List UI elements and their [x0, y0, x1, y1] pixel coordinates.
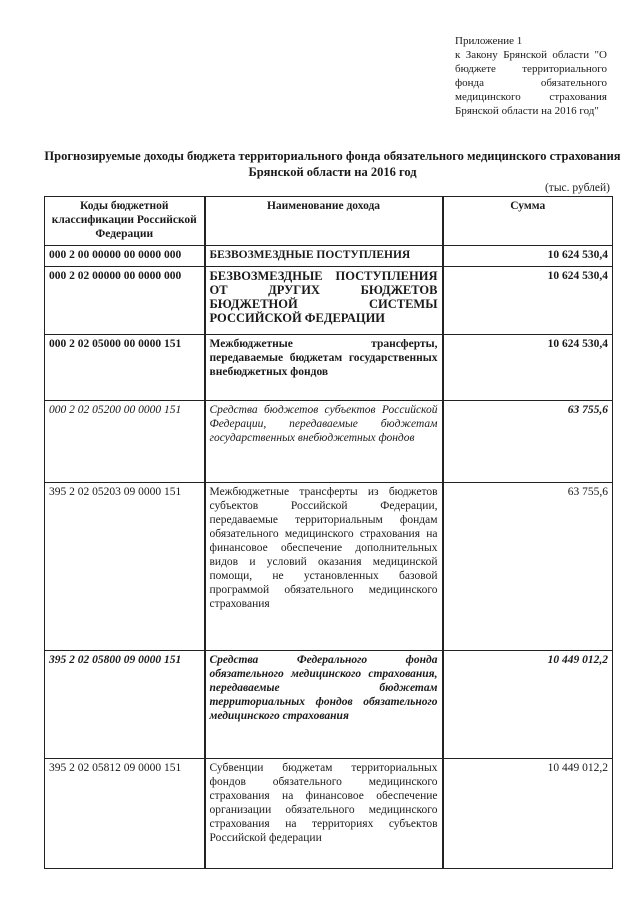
row-code: 395 2 02 05800 09 0000 151 [45, 651, 205, 759]
row-amount: 10 449 012,2 [443, 651, 613, 759]
revenue-table [44, 196, 613, 869]
table-row [45, 759, 613, 869]
row-name: Межбюджетные трансферты из бюджетов субъектов Российской Федерации, передаваемые территориальным фондам обязательного медицинского страхования на финансовое обеспечение дополнительных видов и условий оказания медицинской помощи, не установленных базовой программой обязательного медицинского страхования [205, 483, 443, 651]
header-amount: Сумма [443, 197, 613, 246]
appendix-note [455, 34, 607, 118]
appendix-title: Приложение 1 [455, 35, 523, 47]
row-name: БЕЗВОЗМЕЗДНЫЕ ПОСТУПЛЕНИЯ [205, 246, 443, 267]
row-code: 000 2 02 05000 00 0000 151 [45, 335, 205, 401]
row-amount: 10 624 530,4 [443, 335, 613, 401]
row-code: 395 2 02 05203 09 0000 151 [45, 483, 205, 651]
row-amount: 10 449 012,2 [443, 759, 613, 869]
row-amount: 10 624 530,4 [443, 267, 613, 335]
row-code: 000 2 02 05200 00 0000 151 [45, 401, 205, 483]
table-header-row [45, 197, 613, 246]
table-row [45, 267, 613, 335]
table-row [45, 246, 613, 267]
row-name: Средства Федерального фонда обязательного медицинского страхования, передаваемые бюджетам территориальных фондов обязательного медицинского страхования [205, 651, 443, 759]
appendix-reference: к Закону Брянской области "О бюджете территориального фонда обязательного медицинского страхования Брянской области на 2016 год" [455, 49, 607, 117]
table-row [45, 483, 613, 651]
table-row [45, 651, 613, 759]
row-name: Межбюджетные трансферты, передаваемые бюджетам государственных внебюджетных фондов [205, 335, 443, 401]
header-name: Наименование дохода [205, 197, 443, 246]
row-name: Средства бюджетов субъектов Российской Федерации, передаваемые бюджетам государственных внебюджетных фондов [205, 401, 443, 483]
row-amount: 63 755,6 [443, 401, 613, 483]
table-row [45, 401, 613, 483]
table-row [45, 335, 613, 401]
units-label: (тыс. рублей) [544, 182, 610, 194]
header-code: Коды бюджетной классификации Российской Федерации [45, 197, 205, 246]
row-amount: 63 755,6 [443, 483, 613, 651]
row-code: 000 2 00 00000 00 0000 000 [45, 246, 205, 267]
row-amount: 10 624 530,4 [443, 246, 613, 267]
row-name: Субвенции бюджетам территориальных фондов обязательного медицинского страхования на финансовое обеспечение организации обязательного медицинского страхования на территориях субъектов Российской федерации [205, 759, 443, 869]
row-code: 395 2 02 05812 09 0000 151 [45, 759, 205, 869]
row-code: 000 2 02 00000 00 0000 000 [45, 267, 205, 335]
page-title: Прогнозируемые доходы бюджета территориального фонда обязательного медицинского страхования Брянской области на 2016 год [44, 149, 621, 179]
row-name: БЕЗВОЗМЕЗДНЫЕ ПОСТУПЛЕНИЯ ОТ ДРУГИХ БЮДЖЕТОВ БЮДЖЕТНОЙ СИСТЕМЫ РОССИЙСКОЙ ФЕДЕРАЦИИ [205, 267, 443, 335]
